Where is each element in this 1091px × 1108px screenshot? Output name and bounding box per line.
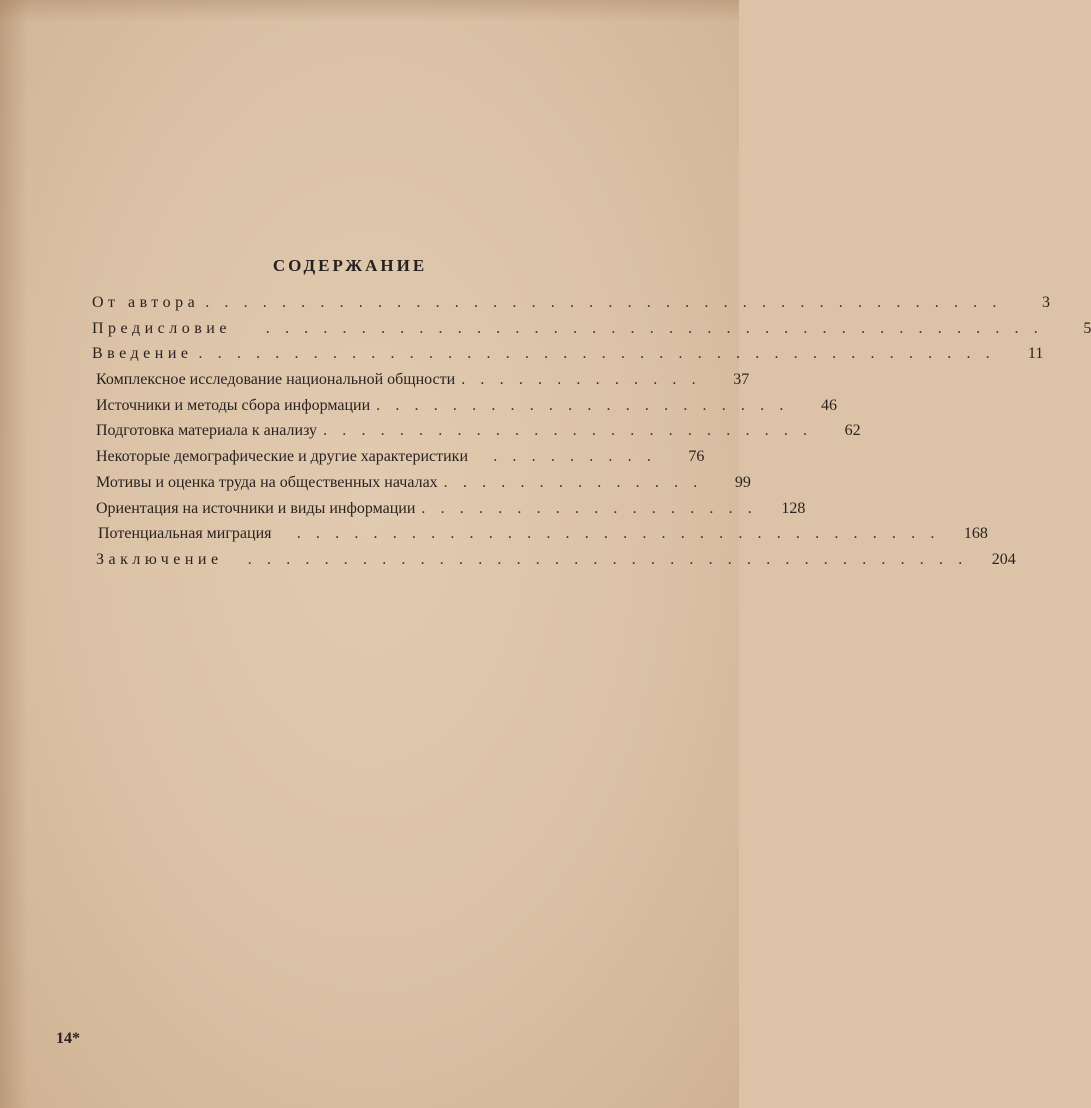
toc-entry-page: 99 — [734, 473, 751, 491]
toc-leader-dots: . . . . . . . . . . . . . . . . . . . . . . . . . . . . . . . . . . — [277, 525, 940, 543]
toc-entry-page: 62 — [844, 422, 861, 440]
toc-entry — [98, 521, 988, 547]
toc-entry-label: Комплексное исследование национальной общности — [96, 371, 456, 389]
toc-entry-page: 204 — [991, 550, 1016, 568]
toc-leader-dots: . . . . . . . . . . . . . . . . . . . . . . . . . . . . . . . . . . . . . . . . . . — [205, 294, 1002, 311]
toc-leader-dots: . . . . . . . . . — [474, 448, 657, 466]
toc-entry-label: Введение — [92, 345, 193, 363]
toc-entry-label: Заключение — [96, 550, 223, 568]
toc-entry — [96, 367, 750, 393]
page-edge-shadow-left — [0, 0, 28, 1108]
toc-entry-label: Подготовка материала к анализу — [96, 422, 318, 440]
toc-entry-page: 128 — [781, 499, 806, 517]
toc-leader-dots: . . . . . . . . . . . . . . . . . . . . . . . . . . — [323, 422, 813, 440]
toc-entry-page: 76 — [688, 448, 705, 466]
toc-leader-dots: . . . . . . . . . . . . . — [461, 371, 702, 389]
toc-entry-page: 11 — [1027, 345, 1044, 363]
toc-entry-page: 46 — [820, 396, 837, 414]
page-edge-shadow-top — [0, 0, 739, 22]
toc-heading: СОДЕРЖАНИЕ — [272, 256, 428, 275]
toc-entry-page: 3 — [1042, 294, 1050, 311]
toc-entry — [92, 316, 1091, 342]
toc-entry-label: Мотивы и оценка труда на общественных началах — [96, 473, 438, 491]
toc-entry — [96, 418, 861, 444]
table-of-contents — [92, 290, 1091, 573]
toc-leader-dots: . . . . . . . . . . . . . . . . . . . . . . — [376, 396, 789, 414]
toc-entry — [96, 547, 1016, 573]
toc-entry-label: Некоторые демографические и другие характеристики — [96, 448, 469, 466]
toc-entry-label: Ориентация на источники и виды информации — [96, 499, 416, 517]
toc-entry-label: Потенциальная миграция — [98, 525, 272, 543]
toc-entry — [96, 496, 806, 522]
toc-leader-dots: . . . . . . . . . . . . . . . . . . . . . . . . . . . . . . . . . . . . . . . . . — [236, 319, 1044, 337]
toc-entry-label: Источники и методы сбора информации — [96, 396, 371, 414]
toc-leader-dots: . . . . . . . . . . . . . . — [443, 473, 703, 491]
toc-entry-label: От автора — [92, 294, 200, 311]
signature-mark: 14* — [56, 1030, 80, 1047]
toc-entry — [96, 444, 705, 470]
toc-entry — [96, 393, 837, 419]
toc-entry — [96, 470, 751, 496]
toc-leader-dots: . . . . . . . . . . . . . . . . . . . . . . . . . . . . . . . . . . . . . . — [228, 550, 968, 568]
toc-entry-page: 5 — [1083, 319, 1091, 337]
toc-leader-dots: . . . . . . . . . . . . . . . . . . — [421, 499, 758, 517]
toc-entry — [92, 290, 1050, 316]
toc-leader-dots: . . . . . . . . . . . . . . . . . . . . . . . . . . . . . . . . . . . . . . . . . . — [198, 345, 996, 363]
toc-entry — [92, 341, 1044, 367]
toc-entry-page: 168 — [963, 525, 988, 543]
toc-entry-label: Предисловие — [92, 319, 231, 337]
toc-entry-page: 37 — [733, 371, 750, 389]
